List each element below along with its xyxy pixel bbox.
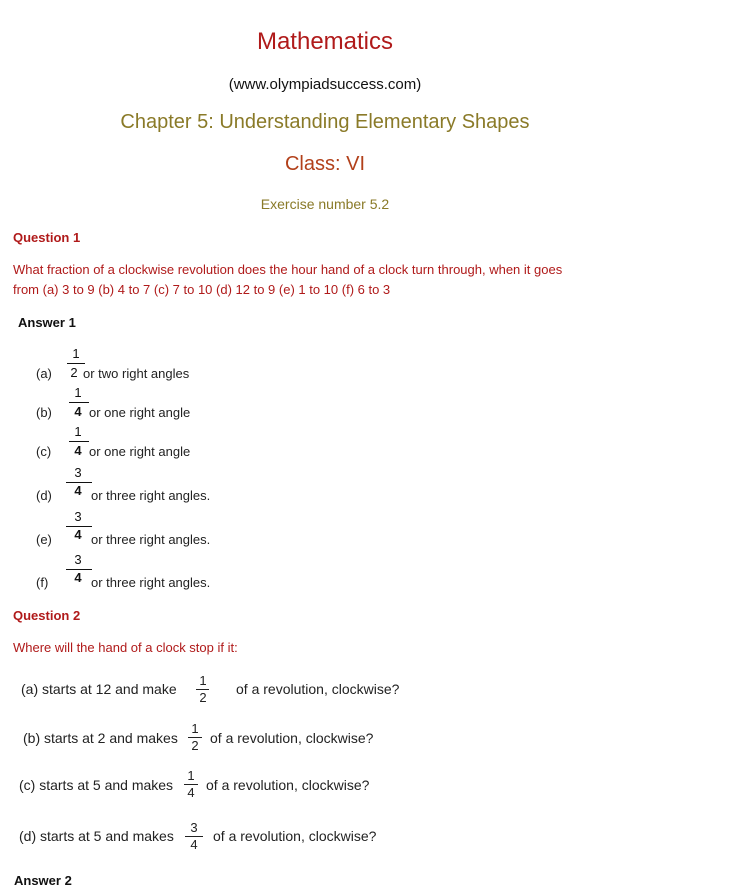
question-2-text: Where will the hand of a clock stop if it: xyxy=(13,640,238,655)
fraction-numerator: 1 xyxy=(74,385,82,400)
item-text-before: (d) starts at 5 and makes xyxy=(19,828,174,844)
fraction-numerator: 1 xyxy=(191,721,199,736)
item-text: or one right angle xyxy=(89,444,191,459)
fraction-denominator: 4 xyxy=(187,785,195,800)
question-1-heading: Question 1 xyxy=(13,230,81,245)
fraction-numerator: 1 xyxy=(74,424,82,439)
fraction-bar xyxy=(69,402,89,403)
question-2-heading: Question 2 xyxy=(13,608,81,623)
item-label: (a) xyxy=(36,366,52,381)
exercise-label: Exercise number 5.2 xyxy=(260,196,390,212)
item-text-before: (a) starts at 12 and make xyxy=(21,681,177,697)
answer-1-heading: Answer 1 xyxy=(18,315,76,330)
fraction-denominator: 4 xyxy=(190,837,198,852)
fraction-numerator: 1 xyxy=(72,346,80,361)
chapter-title: Chapter 5: Understanding Elementary Shapes xyxy=(120,111,530,133)
fraction-denominator: 4 xyxy=(74,570,82,585)
item-text-before: (b) starts at 2 and makes xyxy=(23,730,178,746)
page-title: Mathematics xyxy=(256,28,394,55)
item-text-after: of a revolution, clockwise? xyxy=(210,730,374,746)
item-text-after: of a revolution, clockwise? xyxy=(206,777,370,793)
question-1-text-line2: from (a) 3 to 9 (b) 4 to 7 (c) 7 to 10 (d) 12 to 9 (e) 1 to 10 (f) 6 to 3 xyxy=(13,282,391,297)
fraction-numerator: 1 xyxy=(199,673,207,688)
fraction-denominator: 4 xyxy=(74,483,82,498)
fraction-numerator: 3 xyxy=(74,465,82,480)
fraction-denominator: 2 xyxy=(70,365,78,380)
fraction-numerator: 3 xyxy=(74,509,82,524)
item-label: (e) xyxy=(36,532,52,547)
item-label: (d) xyxy=(36,488,52,503)
fraction-bar xyxy=(69,441,89,442)
fraction-numerator: 1 xyxy=(187,768,195,783)
fraction-denominator: 2 xyxy=(191,738,199,753)
item-text-after: of a revolution, clockwise? xyxy=(236,681,400,697)
fraction-numerator: 3 xyxy=(190,820,198,835)
answer-2-heading: Answer 2 xyxy=(14,873,72,888)
fraction-numerator: 3 xyxy=(74,552,82,567)
website-url: (www.olympiadsuccess.com) xyxy=(228,76,422,93)
item-label: (c) xyxy=(36,444,52,459)
fraction-denominator: 2 xyxy=(199,690,207,705)
item-text: or three right angles. xyxy=(91,532,211,547)
fraction-denominator: 4 xyxy=(74,527,82,542)
class-label: Class: VI xyxy=(284,153,366,175)
fraction-bar xyxy=(67,363,85,364)
fraction-denominator: 4 xyxy=(74,443,82,458)
item-label: (b) xyxy=(36,405,52,420)
question-1-text-line1: What fraction of a clockwise revolution does the hour hand of a clock turn through, when it goes xyxy=(13,262,563,277)
item-text: or three right angles. xyxy=(91,575,211,590)
fraction-denominator: 4 xyxy=(74,404,82,419)
item-label: (f) xyxy=(36,575,49,590)
item-text: or three right angles. xyxy=(91,488,211,503)
item-text-after: of a revolution, clockwise? xyxy=(213,828,377,844)
item-text: or two right angles xyxy=(83,366,190,381)
item-text: or one right angle xyxy=(89,405,191,420)
item-text-before: (c) starts at 5 and makes xyxy=(19,777,174,793)
